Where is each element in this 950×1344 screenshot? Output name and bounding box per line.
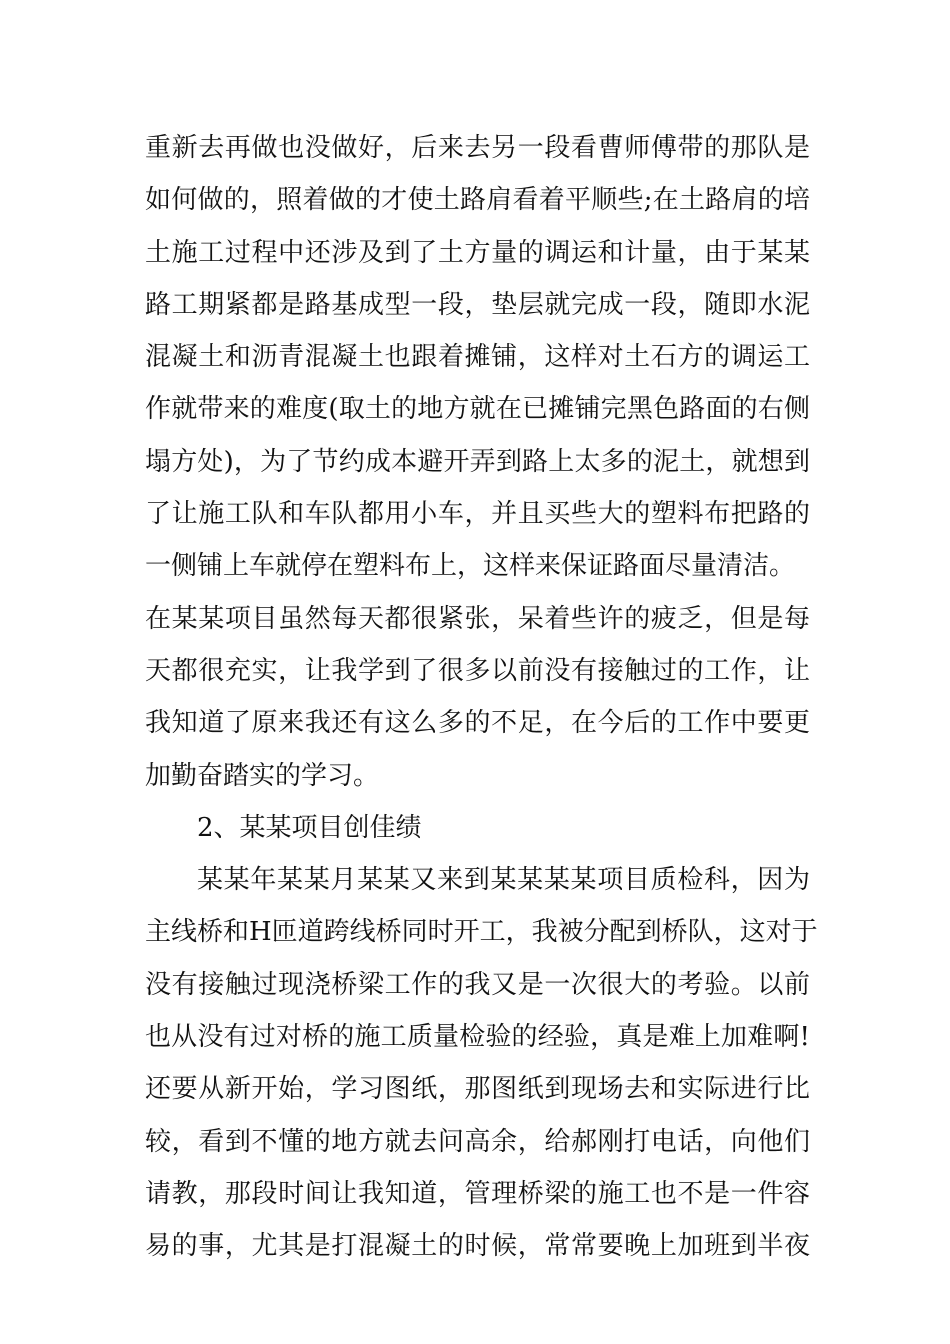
text-line: 路工期紧都是路基成型一段，垫层就完成一段，随即水泥 xyxy=(145,289,810,320)
text-line: 了让施工队和车队都用小车，并且买些大的塑料布把路的 xyxy=(145,499,810,530)
text-line: 某某年某某月某某又来到某某某某项目质检科，因为 xyxy=(197,865,810,896)
text-line: 一侧铺上车就停在塑料布上，这样来保证路面尽量清洁。 xyxy=(145,551,796,582)
text-line: 如何做的，照着做的才使土路肩看着平顺些;在土路肩的培 xyxy=(145,185,810,216)
text-line: 较，看到不懂的地方就去问高余，给郝刚打电话，向他们 xyxy=(145,1126,810,1157)
text-line: 也从没有过对桥的施工质量检验的经验，真是难上加难啊! xyxy=(145,1022,810,1053)
text-line: 加勤奋踏实的学习。 xyxy=(145,760,380,791)
text-line: 还要从新开始，学习图纸，那图纸到现场去和实际进行比 xyxy=(145,1074,810,1105)
section-heading: 2、某某项目创佳绩 xyxy=(197,812,422,843)
text-line: 天都很充实，让我学到了很多以前没有接触过的工作，让 xyxy=(145,655,810,686)
text-line: 重新去再做也没做好，后来去另一段看曹师傅带的那队是 xyxy=(145,133,810,163)
text-line: 没有接触过现浇桥梁工作的我又是一次很大的考验。以前 xyxy=(145,969,810,1000)
text-line: 混凝土和沥青混凝土也跟着摊铺，这样对土石方的调运工 xyxy=(145,342,810,373)
document-body xyxy=(145,122,818,1273)
text-line: 主线桥和H匝道跨线桥同时开工，我被分配到桥队，这对于 xyxy=(145,917,818,948)
text-line: 作就带来的难度(取土的地方就在已摊铺完黑色路面的右侧 xyxy=(145,394,810,425)
text-line: 在某某项目虽然每天都很紧张，呆着些许的疲乏，但是每 xyxy=(145,603,810,634)
text-line: 易的事，尤其是打混凝土的时候，常常要晚上加班到半夜 xyxy=(145,1231,810,1262)
text-line: 塌方处)，为了节约成本避开弄到路上太多的泥土，就想到 xyxy=(145,446,810,477)
text-line: 我知道了原来我还有这么多的不足，在今后的工作中要更 xyxy=(145,708,810,739)
text-line: 土施工过程中还涉及到了土方量的调运和计量，由于某某 xyxy=(145,237,810,268)
text-line: 请教，那段时间让我知道，管理桥梁的施工也不是一件容 xyxy=(145,1178,810,1209)
